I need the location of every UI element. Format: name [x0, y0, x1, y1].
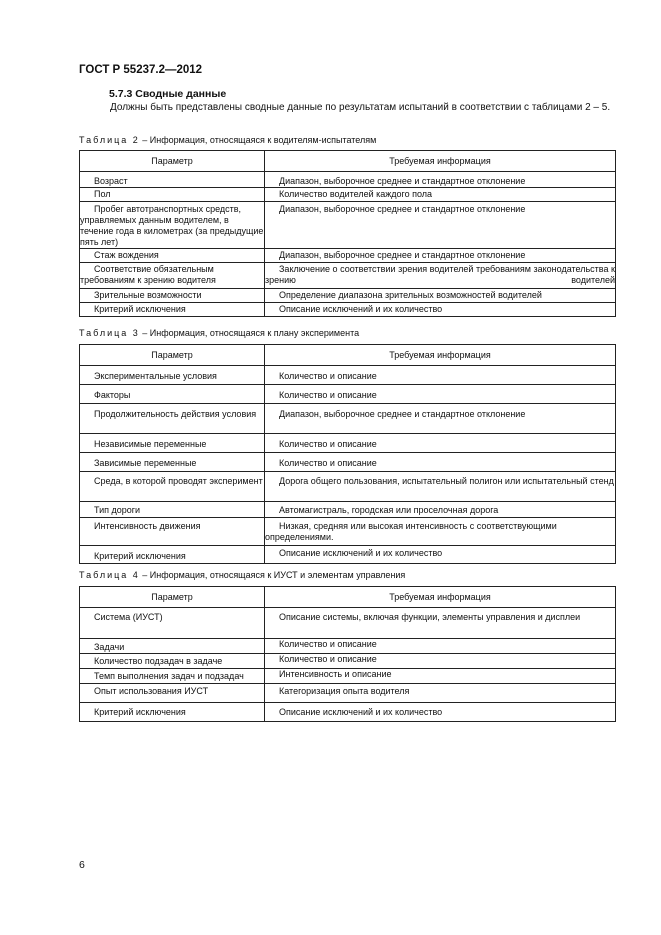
- table-row: [80, 289, 616, 303]
- table-cell-info: Низкая, средняя или высокая интенсивность с соответствующими определениями.: [265, 518, 616, 546]
- table-cell-info: Автомагистраль, городская или проселочная дорога: [265, 502, 616, 518]
- table-cell-info: Определение диапазона зрительных возможностей водителей: [265, 289, 616, 303]
- table-row: [80, 172, 616, 188]
- table-cell-parameter: Пол: [80, 188, 265, 202]
- table-cell-parameter: Критерий исключения: [80, 703, 265, 722]
- document-header: ГОСТ Р 55237.2—2012: [79, 64, 203, 76]
- page-number: 6: [79, 859, 85, 871]
- table-4-header-parameter: Параметр: [80, 587, 265, 608]
- table-row: [80, 669, 616, 684]
- table-cell-parameter: Зависимые переменные: [80, 453, 265, 472]
- table-cell-info: Описание исключений и их количество: [265, 703, 616, 722]
- table-3-header-info: Требуемая информация: [265, 345, 616, 366]
- table-4-caption: [79, 570, 405, 580]
- intro-paragraph: Должны быть представлены сводные данные по результатам испытаний в соответствии с таблицами 2 – 5.: [110, 102, 611, 113]
- table-cell-parameter: Соответствие обязательным требованиям к зрению водителя: [80, 263, 265, 289]
- table-cell-info: Категоризация опыта водителя: [265, 684, 616, 703]
- table-cell-parameter: Экспериментальные условия: [80, 366, 265, 385]
- table-cell-info: Описание исключений и их количество: [265, 546, 616, 564]
- table-row: [80, 639, 616, 654]
- table-row: [80, 385, 616, 404]
- table-cell-parameter: Опыт использования ИУСТ: [80, 684, 265, 703]
- table-cell-info: Количество и описание: [265, 385, 616, 404]
- table-cell-info: Диапазон, выборочное среднее и стандартное отклонение: [265, 202, 616, 249]
- table-3-header-parameter: Параметр: [80, 345, 265, 366]
- table-row: [80, 654, 616, 669]
- table-2-caption-text: – Информация, относящаяся к водителям-испытателям: [139, 135, 377, 145]
- table-cell-info: [265, 263, 616, 289]
- table-cell-parameter: Критерий исключения: [80, 303, 265, 317]
- table-row: [80, 434, 616, 453]
- table-cell-info: Описание исключений и их количество: [265, 303, 616, 317]
- table-row: [80, 546, 616, 564]
- table-2-caption: [79, 135, 376, 145]
- table-3-caption-text: – Информация, относящаяся к плану эксперимента: [139, 328, 360, 338]
- table-cell-parameter: Зрительные возможности: [80, 289, 265, 303]
- table-cell-info: Количество водителей каждого пола: [265, 188, 616, 202]
- table-cell-parameter: Возраст: [80, 172, 265, 188]
- table-2-header-info: Требуемая информация: [265, 151, 616, 172]
- table-row: [80, 518, 616, 546]
- table-cell-info: Дорога общего пользования, испытательный полигон или испытательный стенд: [265, 472, 616, 502]
- table-cell-parameter: Пробег автотранспортных средств, управляемых данным водителем, в течение года в километрах (за предыдущие пять лет): [80, 202, 265, 249]
- table-4-header-info: Требуемая информация: [265, 587, 616, 608]
- table-3-caption-label: Таблица 3: [79, 328, 140, 338]
- table-cell-parameter: Задачи: [80, 639, 265, 654]
- table-2-caption-label: Таблица 2: [79, 135, 140, 145]
- table-cell-info: Диапазон, выборочное среднее и стандартное отклонение: [265, 404, 616, 434]
- table-2: [79, 150, 616, 317]
- table-cell-info: Количество и описание: [265, 639, 616, 654]
- section-title: 5.7.3 Сводные данные: [109, 88, 227, 100]
- table-cell-info: Количество и описание: [265, 453, 616, 472]
- table-cell-info: Диапазон, выборочное среднее и стандартное отклонение: [265, 172, 616, 188]
- table-cell-info: Диапазон, выборочное среднее и стандартное отклонение: [265, 249, 616, 263]
- table-row: [80, 703, 616, 722]
- table-row: [80, 202, 616, 249]
- table-row: [80, 303, 616, 317]
- table-cell-parameter: Тип дороги: [80, 502, 265, 518]
- table-row: [80, 366, 616, 385]
- table-cell-parameter: Критерий исключения: [80, 546, 265, 564]
- table-row: [80, 502, 616, 518]
- table-cell-parameter: Интенсивность движения: [80, 518, 265, 546]
- table-2-header-parameter: Параметр: [80, 151, 265, 172]
- table-row: [80, 249, 616, 263]
- table-3-caption: [79, 328, 359, 338]
- table-cell-info: Количество и описание: [265, 654, 616, 669]
- table-cell-parameter: Система (ИУСТ): [80, 608, 265, 639]
- table-cell-info: Количество и описание: [265, 366, 616, 385]
- table-cell-parameter: Темп выполнения задач и подзадач: [80, 669, 265, 684]
- table-cell-parameter: Количество подзадач в задаче: [80, 654, 265, 669]
- table-cell-info: Количество и описание: [265, 434, 616, 453]
- table-row: [80, 472, 616, 502]
- table-cell-parameter: Факторы: [80, 385, 265, 404]
- table-cell-info-text: Заключение о соответствии зрения водителей требованиям законодательства к зрению водителей: [265, 264, 615, 285]
- table-row: [80, 608, 616, 639]
- table-4-caption-text: – Информация, относящаяся к ИУСТ и элементам управления: [139, 570, 406, 580]
- table-cell-info: Описание системы, включая функции, элементы управления и дисплеи: [265, 608, 616, 639]
- table-row: [80, 453, 616, 472]
- table-row: [80, 263, 616, 289]
- table-cell-parameter: Среда, в которой проводят эксперимент: [80, 472, 265, 502]
- table-cell-parameter: Стаж вождения: [80, 249, 265, 263]
- table-4: [79, 586, 616, 722]
- table-cell-info: Интенсивность и описание: [265, 669, 616, 684]
- table-row: [80, 404, 616, 434]
- table-row: [80, 188, 616, 202]
- table-cell-parameter: Продолжительность действия условия: [80, 404, 265, 434]
- table-4-caption-label: Таблица 4: [79, 570, 140, 580]
- table-3: [79, 344, 616, 564]
- table-row: [80, 684, 616, 703]
- table-cell-parameter: Независимые переменные: [80, 434, 265, 453]
